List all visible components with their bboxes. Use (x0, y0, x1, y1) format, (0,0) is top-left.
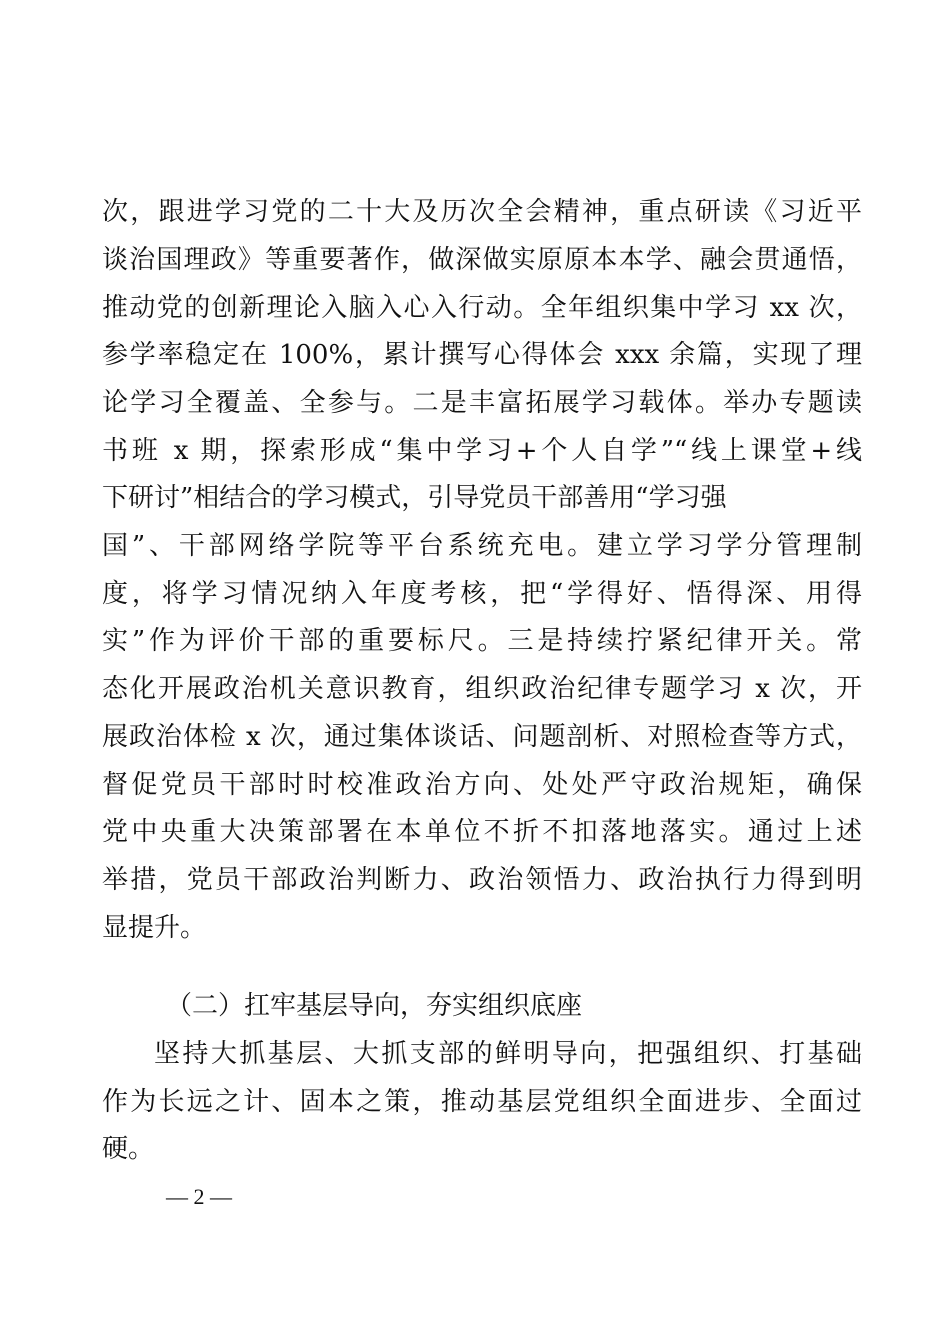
text-line: 党中央重大决策部署在本单位不折不扣落地落实。通过上述 (102, 817, 862, 847)
text-line: 展政治体检 x 次，通过集体谈话、问题剖析、对照检查等方式， (102, 722, 862, 752)
section-heading: （二）扛牢基层导向，夯实组织底座 (166, 991, 583, 1021)
text-line: 督促党员干部时时校准政治方向、处处严守政治规矩，确保 (102, 770, 862, 800)
text-line: 度，将学习情况纳入年度考核，把“学得好、悟得深、用得 (102, 579, 862, 609)
text-line: 推动党的创新理论入脑入心入行动。全年组织集中学习 xx 次， (102, 293, 862, 323)
text-line: 下研讨”相结合的学习模式，引导党员干部善用“学习强 (102, 483, 727, 513)
text-line: 国”、干部网络学院等平台系统充电。建立学习学分管理制 (102, 531, 862, 561)
text-line: 次，跟进学习党的二十大及历次全会精神，重点研读《习近平 (102, 197, 862, 227)
text-line: 参学率稳定在 100%，累计撰写心得体会 xxx 余篇，实现了理 (102, 340, 862, 370)
text-line: 书班 x 期，探索形成“集中学习+个人自学”“线上课堂+线 (102, 436, 862, 466)
text-line: 实”作为评价干部的重要标尺。三是持续拧紧纪律开关。常 (102, 626, 862, 656)
text-line: 举措，党员干部政治判断力、政治领悟力、政治执行力得到明 (102, 865, 862, 895)
text-line: 论学习全覆盖、全参与。二是丰富拓展学习载体。举办专题读 (102, 388, 862, 418)
text-line: 坚持大抓基层、大抓支部的鲜明导向，把强组织、打基础 (154, 1039, 862, 1069)
text-line: 显提升。 (102, 913, 207, 943)
text-line: 态化开展政治机关意识教育，组织政治纪律专题学习 x 次，开 (102, 674, 862, 704)
text-line: 硬。 (102, 1134, 155, 1164)
text-line: 作为长远之计、固本之策，推动基层党组织全面进步、全面过 (102, 1087, 862, 1117)
text-line: 谈治国理政》等重要著作，做深做实原原本本学、融会贯通悟， (102, 245, 862, 275)
page-number: — 2 — (166, 1184, 232, 1209)
